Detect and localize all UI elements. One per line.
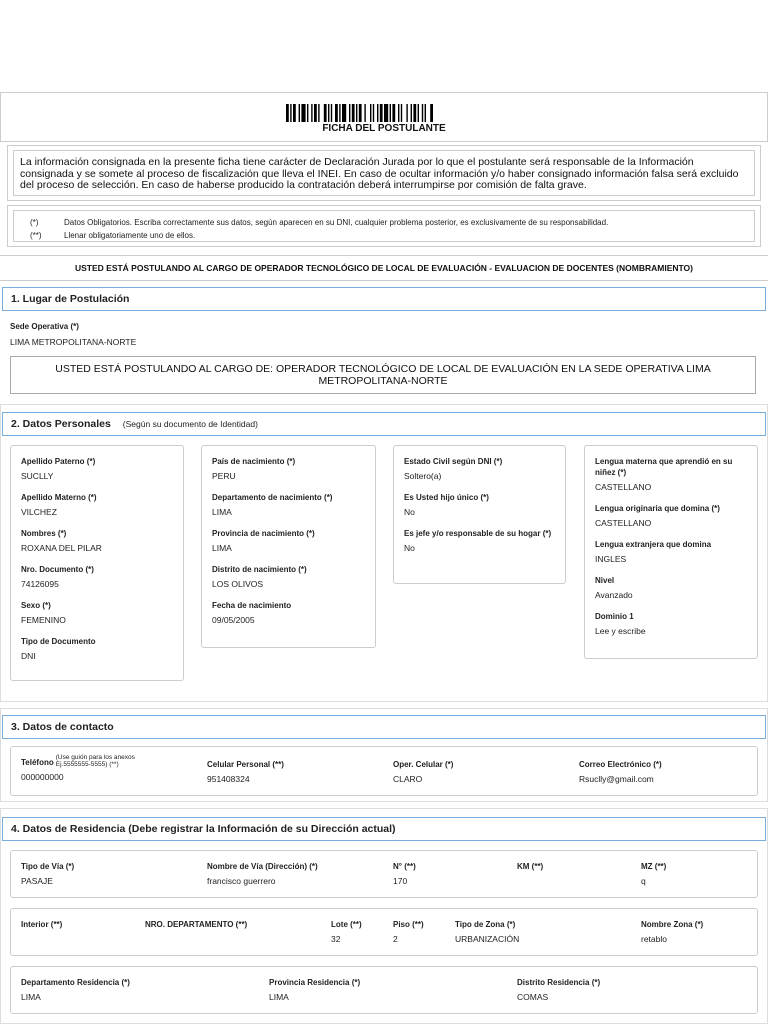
field-label: Es Usted hijo único (*) — [404, 493, 489, 502]
field-value: retablo — [641, 934, 667, 944]
section-datos-contacto-header — [2, 715, 766, 739]
pais-nacimiento-field — [212, 456, 365, 482]
field-value: VILCHEZ — [21, 507, 57, 517]
field-value: No — [404, 543, 415, 553]
jefe-hogar-field — [404, 528, 555, 554]
field-label: Apellido Materno (*) — [21, 493, 97, 502]
field-value: LIMA — [212, 507, 232, 517]
barcode-image — [286, 104, 486, 122]
sexo-field — [21, 600, 173, 626]
field-value: URBANIZACIÓN — [455, 934, 520, 944]
fecha-nacimiento-field — [212, 600, 365, 626]
cargo-banner: USTED ESTÁ POSTULANDO AL CARGO DE OPERADOR TECNOLÓGICO DE LOCAL DE EVALUACIÓN - EVALUACION DE DOCENTES (NOMBRAMIENTO) — [0, 255, 768, 281]
field-value: LOS OLIVOS — [212, 579, 264, 589]
telefono-field — [21, 754, 150, 783]
tipo-via-field — [21, 861, 74, 887]
correo-field — [579, 759, 662, 785]
departamento-nacimiento-field — [212, 492, 365, 518]
declaration-box — [7, 145, 761, 201]
note-mark: (**) — [30, 231, 42, 240]
nombre-zona-field — [641, 919, 703, 945]
postulation-message: USTED ESTÁ POSTULANDO AL CARGO DE: OPERADOR TECNOLÓGICO DE LOCAL DE EVALUACIÓN EN LA SEDE OPERATIVA LIMA METROPOLITANA-NORTE — [10, 356, 756, 394]
nro-documento-field — [21, 564, 173, 590]
field-value: CASTELLANO — [595, 518, 652, 528]
field-label: Lote (**) — [331, 920, 362, 929]
field-value: DNI — [21, 651, 36, 661]
personal-card-languages — [584, 445, 758, 659]
oper-celular-field — [393, 759, 453, 785]
field-label: Distrito de nacimiento (*) — [212, 565, 307, 574]
note-text: Llenar obligatoriamente uno de ellos. — [64, 231, 196, 240]
field-label: Distrito Residencia (*) — [517, 978, 601, 987]
field-value: Lee y escribe — [595, 626, 646, 636]
distrito-residencia-field — [517, 977, 600, 1003]
provincia-nacimiento-field — [212, 528, 365, 554]
field-label: Nombre Zona (*) — [641, 920, 704, 929]
field-value: francisco guerrero — [207, 876, 276, 886]
field-label: Fecha de nacimiento — [212, 601, 292, 610]
note-item — [30, 229, 738, 242]
field-label: Estado Civil según DNI (*) — [404, 457, 503, 466]
section-lugar-postulacion-header — [2, 287, 766, 311]
nombres-field — [21, 528, 173, 554]
field-label: Nombre de Vía (Dirección) (*) — [207, 862, 318, 871]
piso-field — [393, 919, 424, 945]
nivel-field — [595, 575, 747, 601]
lote-field — [331, 919, 362, 945]
field-value: PERU — [212, 471, 236, 481]
nombre-via-field — [207, 861, 318, 887]
field-label: Sexo (*) — [21, 601, 51, 610]
ficha-header — [0, 92, 768, 142]
field-value: Avanzado — [595, 590, 633, 600]
tipo-zona-field — [455, 919, 519, 945]
section-subtitle: (Según su documento de Identidad) — [122, 419, 258, 429]
celular-field — [207, 759, 284, 785]
field-label: Lengua originaria que domina (*) — [595, 504, 720, 513]
field-value: 74126095 — [21, 579, 59, 589]
field-label: Dominio 1 — [595, 612, 634, 621]
section-datos-residencia-header — [2, 817, 766, 841]
notes-list — [13, 210, 755, 242]
estado-civil-field — [404, 456, 555, 482]
section-title: 1. Lugar de Postulación — [11, 293, 130, 305]
field-value: No — [404, 507, 415, 517]
field-label: Lengua materna que aprendió en su niñez (*) — [595, 457, 733, 477]
field-label: País de nacimiento (*) — [212, 457, 296, 466]
field-value: LIMA — [212, 543, 232, 553]
sede-label: Sede Operativa (*) — [10, 322, 79, 331]
field-value: 32 — [331, 934, 341, 944]
field-label: Provincia Residencia (*) — [269, 978, 361, 987]
telefono-value: 000000000 — [21, 772, 64, 782]
field-label: Nivel — [595, 576, 615, 585]
field-label: Interior (**) — [21, 920, 63, 929]
field-label: Departamento de nacimiento (*) — [212, 493, 333, 502]
section-datos-personales-header — [2, 412, 766, 436]
contact-card — [10, 746, 758, 796]
section-title: 4. Datos de Residencia (Debe registrar la Información de su Dirección actual) — [11, 823, 396, 835]
dominio-field — [595, 611, 747, 637]
personal-card-civil — [393, 445, 566, 584]
section-title: 3. Datos de contacto — [11, 721, 114, 733]
field-value: COMAS — [517, 992, 549, 1002]
km-field — [517, 861, 543, 876]
field-value: CASTELLANO — [595, 482, 652, 492]
apellido-paterno-field — [21, 456, 173, 482]
field-value: PASAJE — [21, 876, 53, 886]
provincia-residencia-field — [269, 977, 360, 1003]
sede-value: LIMA METROPOLITANA-NORTE — [10, 337, 137, 347]
field-label: Nombres (*) — [21, 529, 67, 538]
field-value: LIMA — [269, 992, 289, 1002]
mz-field — [641, 861, 666, 887]
nro-departamento-field — [145, 919, 247, 934]
field-value: Soltero(a) — [404, 471, 442, 481]
field-label: Apellido Paterno (*) — [21, 457, 96, 466]
note-text: Datos Obligatorios. Escriba correctamente sus datos, según aparecen en su DNI, cualquier problema posterior, es exclusivamente de su responsabilidad. — [64, 218, 609, 227]
lengua-materna-field — [595, 456, 747, 493]
field-value: q — [641, 876, 646, 886]
tipo-documento-field — [21, 636, 173, 662]
hijo-unico-field — [404, 492, 555, 518]
sede-field — [10, 321, 136, 348]
field-label: Provincia de nacimiento (*) — [212, 529, 315, 538]
field-label: Celular Personal (**) — [207, 760, 284, 769]
telefono-label: Teléfono — [21, 758, 54, 767]
field-label: N° (**) — [393, 862, 416, 871]
residence-card-row2 — [10, 908, 758, 956]
field-label: Nro. Documento (*) — [21, 565, 94, 574]
field-value: 170 — [393, 876, 408, 886]
distrito-nacimiento-field — [212, 564, 365, 590]
field-value: INGLES — [595, 554, 627, 564]
field-label: KM (**) — [517, 862, 544, 871]
field-label: Oper. Celular (*) — [393, 760, 454, 769]
field-value: LIMA — [21, 992, 41, 1002]
apellido-materno-field — [21, 492, 173, 518]
field-label: MZ (**) — [641, 862, 667, 871]
notes-box — [7, 205, 761, 247]
field-label: NRO. DEPARTAMENTO (**) — [145, 920, 248, 929]
section-title: 2. Datos Personales — [11, 418, 111, 430]
field-value: 951408324 — [207, 774, 250, 784]
field-value: ROXANA DEL PILAR — [21, 543, 102, 553]
field-label: Tipo de Documento — [21, 637, 96, 646]
field-value: FEMENINO — [21, 615, 66, 625]
personal-card-names — [10, 445, 184, 681]
field-label: Tipo de Zona (*) — [455, 920, 516, 929]
field-value: SUCLLY — [21, 471, 54, 481]
declaration-text: La información consignada en la presente ficha tiene carácter de Declaración Jurada por lo que el postulante será responsable de la Información consignada y se somete al proceso de fiscalización que lleva el INEI. En caso de ocultar información y/o haber consignado información falsa será excluido del proceso de selección. En caso de haberse producido la contratación deberá interrumpirse por comisión de falta grave. — [13, 150, 755, 196]
departamento-residencia-field — [21, 977, 130, 1003]
field-value: CLARO — [393, 774, 423, 784]
field-label: Tipo de Vía (*) — [21, 862, 75, 871]
telefono-hint: (Use guión para los anexos Ej.5555555-5555) (**) — [55, 754, 135, 768]
field-label: Es jefe y/o responsable de su hogar (*) — [404, 529, 552, 538]
field-label: Correo Electrónico (*) — [579, 760, 662, 769]
lengua-originaria-field — [595, 503, 747, 529]
field-value: 2 — [393, 934, 398, 944]
field-label: Lengua extranjera que domina — [595, 540, 712, 549]
field-label: Departamento Residencia (*) — [21, 978, 130, 987]
lengua-extranjera-field — [595, 539, 747, 565]
note-mark: (*) — [30, 218, 39, 227]
field-value: Rsuclly@gmail.com — [579, 774, 654, 784]
field-label: Piso (**) — [393, 920, 424, 929]
residence-card-row3 — [10, 966, 758, 1014]
personal-card-birth — [201, 445, 376, 648]
interior-field — [21, 919, 62, 934]
residence-card-row1 — [10, 850, 758, 898]
note-item — [30, 216, 738, 229]
numero-field — [393, 861, 416, 887]
page-title: FICHA DEL POSTULANTE — [322, 123, 446, 134]
field-value: 09/05/2005 — [212, 615, 255, 625]
